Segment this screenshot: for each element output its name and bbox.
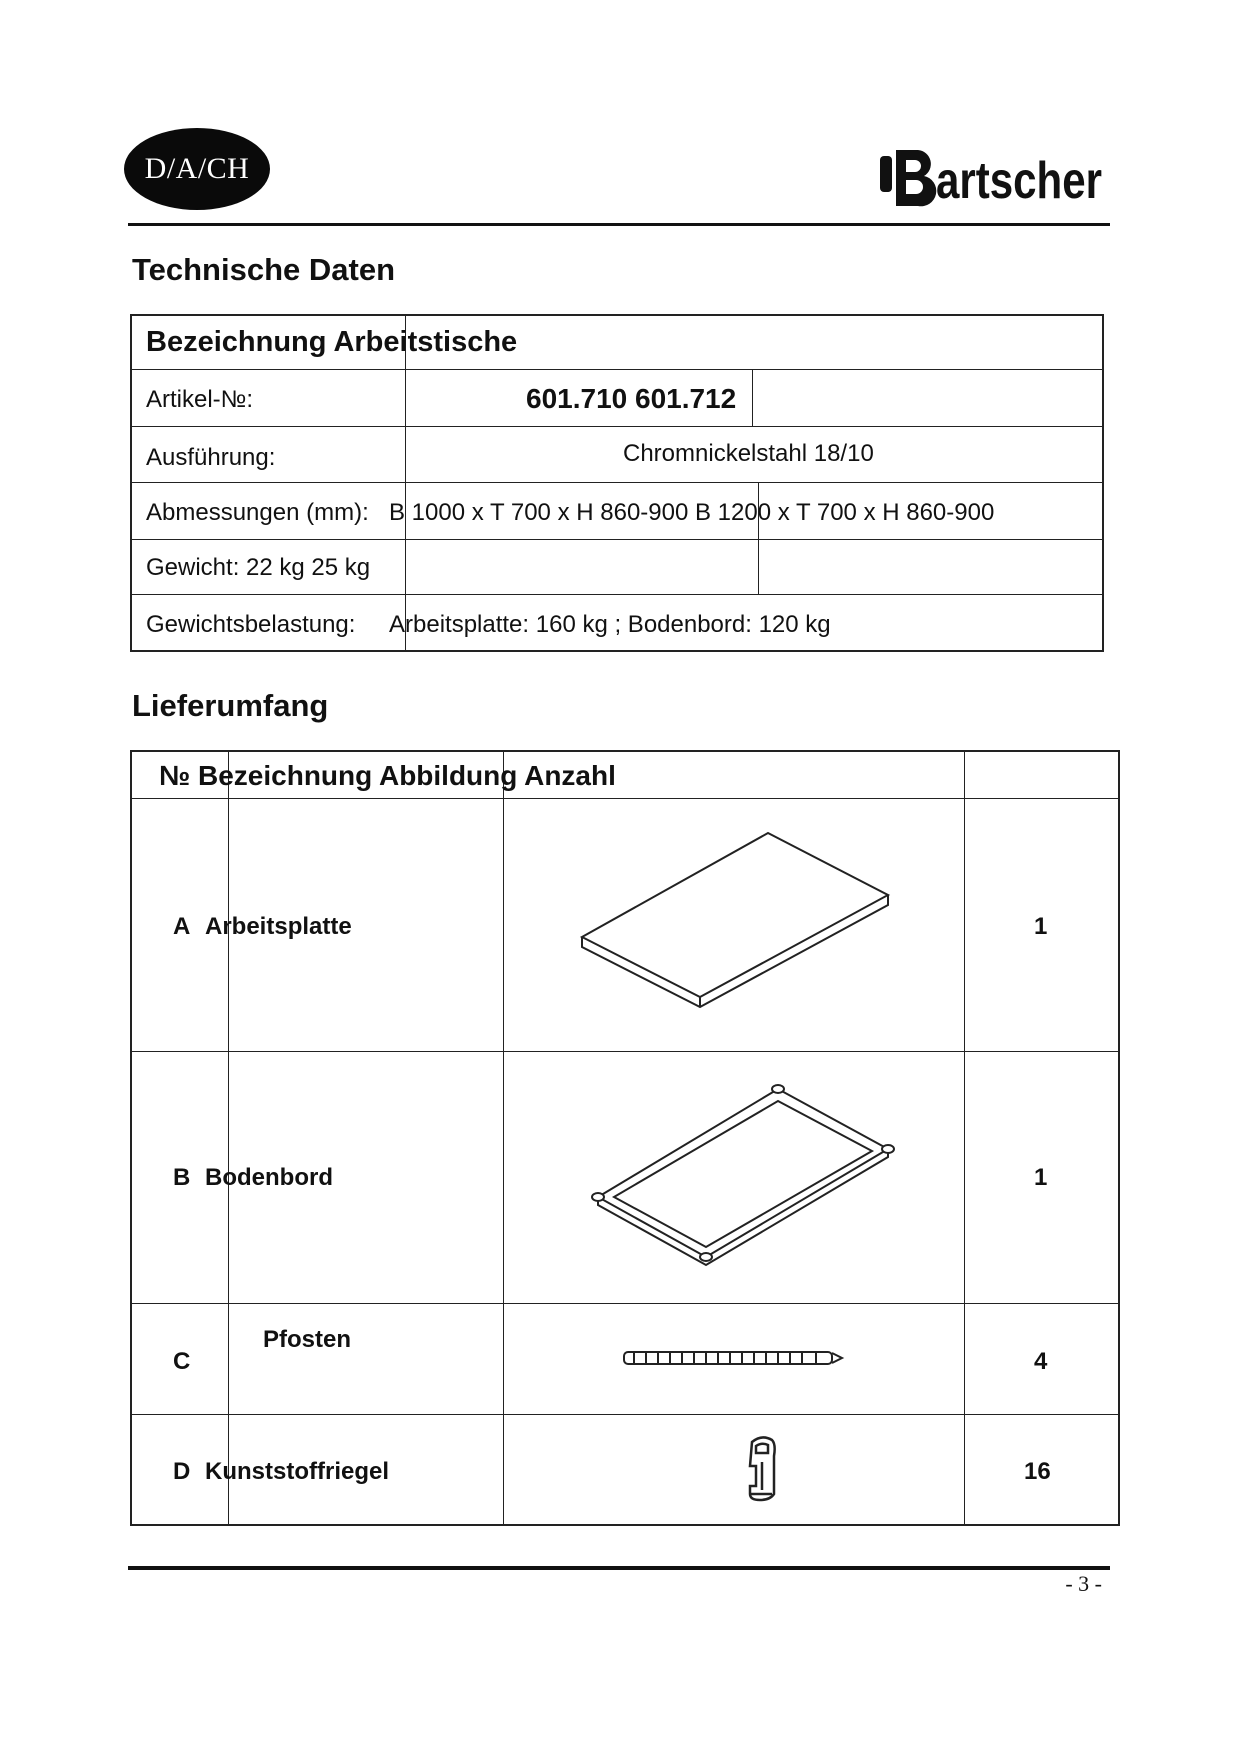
row-artikel-value: 601.710 601.712 <box>526 383 737 414</box>
item-c-code: C <box>173 1348 191 1375</box>
footer-rule <box>128 1566 1110 1570</box>
page-number: - 3 - <box>1065 1571 1102 1596</box>
row-ausfuehrung-label: Ausführung: <box>146 444 276 471</box>
header-rule <box>128 223 1110 226</box>
plastic-latch-icon <box>738 1432 788 1512</box>
item-c-qty: 4 <box>1034 1348 1048 1375</box>
row-abmessungen-value: B 1000 x T 700 x H 860-900 B 1200 x T 700 x H 860-900 <box>389 499 995 526</box>
item-d-name: Kunststoffriegel <box>205 1458 390 1485</box>
item-b-qty: 1 <box>1034 1164 1048 1191</box>
bartscher-logo <box>876 140 1106 218</box>
brand-text: artscher <box>936 152 1102 210</box>
item-c-name: Pfosten <box>263 1326 352 1353</box>
row-belastung-label: Gewichtsbelastung: <box>146 611 356 638</box>
post-icon <box>620 1346 850 1370</box>
row-ausfuehrung-value: Chromnickelstahl 18/10 <box>623 440 874 467</box>
item-b-code: B <box>173 1164 191 1191</box>
section-title-tech: Technische Daten <box>132 252 396 287</box>
row-artikel-label: Artikel-№: <box>146 386 254 413</box>
bottom-shelf-icon <box>570 1075 900 1275</box>
row-gewicht-label: Gewicht: 22 kg 25 kg <box>146 554 371 581</box>
tech-heading: Bezeichnung Arbeitstische <box>146 326 518 358</box>
region-badge <box>124 128 270 210</box>
delivery-header: № Bezeichnung Abbildung Anzahl <box>159 760 616 791</box>
item-d-qty: 16 <box>1024 1458 1051 1485</box>
item-a-name: Arbeitsplatte <box>205 913 352 940</box>
item-a-code: A <box>173 913 191 940</box>
worktop-plate-icon <box>570 825 900 1025</box>
section-title-delivery: Lieferumfang <box>132 688 329 723</box>
item-b-name: Bodenbord <box>205 1164 333 1191</box>
row-abmessungen-label: Abmessungen (mm): <box>146 499 369 526</box>
tech-table <box>130 314 1104 652</box>
item-d-code: D <box>173 1458 191 1485</box>
delivery-table <box>130 750 1120 1526</box>
item-a-qty: 1 <box>1034 913 1048 940</box>
region-label: D/A/CH <box>144 152 250 185</box>
row-belastung-value: Arbeitsplatte: 160 kg ; Bodenbord: 120 kg <box>389 611 831 638</box>
